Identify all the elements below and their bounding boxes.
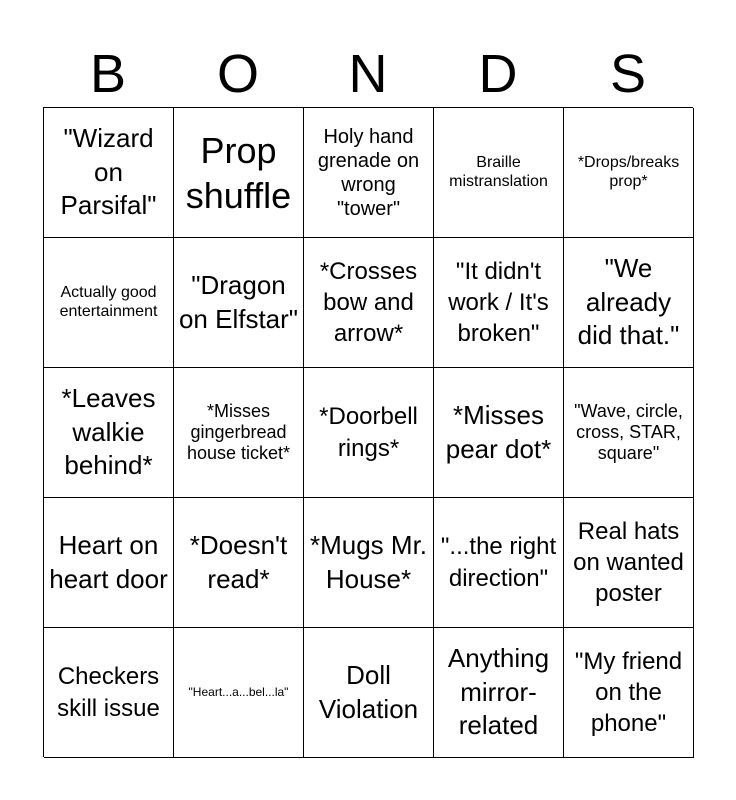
bingo-cell[interactable]: "Wave, circle, cross, STAR, square": [564, 368, 694, 498]
bingo-cell[interactable]: *Misses gingerbread house ticket*: [174, 368, 304, 498]
bingo-cell[interactable]: "It didn't work / It's broken": [434, 238, 564, 368]
bingo-cell[interactable]: "My friend on the phone": [564, 628, 694, 758]
bingo-cell[interactable]: Heart on heart door: [44, 498, 174, 628]
header-letter-d: D: [478, 44, 518, 104]
bingo-cell[interactable]: "Dragon on Elfstar": [174, 238, 304, 368]
bingo-cell[interactable]: "We already did that.": [564, 238, 694, 368]
header-letter-b: B: [89, 44, 127, 104]
header-letter-s: S: [609, 44, 647, 104]
bingo-cell[interactable]: *Leaves walkie behind*: [44, 368, 174, 498]
bingo-cell[interactable]: Prop shuffle: [174, 108, 304, 238]
bingo-cell[interactable]: "Heart...a...bel...la": [174, 628, 304, 758]
bingo-cell[interactable]: *Mugs Mr. House*: [304, 498, 434, 628]
bingo-cell[interactable]: Holy hand grenade on wrong "tower": [304, 108, 434, 238]
bingo-cell[interactable]: *Drops/breaks prop*: [564, 108, 694, 238]
bingo-cell[interactable]: Braille mistranslation: [434, 108, 564, 238]
bingo-header: [43, 40, 693, 108]
bingo-cell[interactable]: Doll Violation: [304, 628, 434, 758]
bingo-cell[interactable]: "Wizard on Parsifal": [44, 108, 174, 238]
header-letter-n: N: [348, 44, 388, 104]
bingo-cell[interactable]: "...the right direction": [434, 498, 564, 628]
bingo-cell[interactable]: *Crosses bow and arrow*: [304, 238, 434, 368]
bingo-cell[interactable]: *Doesn't read*: [174, 498, 304, 628]
bingo-cell[interactable]: Checkers skill issue: [44, 628, 174, 758]
bingo-cell[interactable]: *Doorbell rings*: [304, 368, 434, 498]
bingo-cell[interactable]: *Misses pear dot*: [434, 368, 564, 498]
bingo-cell[interactable]: Actually good entertainment: [44, 238, 174, 368]
header-letter-o: O: [216, 44, 259, 104]
bingo-cell[interactable]: Real hats on wanted poster: [564, 498, 694, 628]
bingo-cell[interactable]: Anything mirror-related: [434, 628, 564, 758]
bingo-grid: [43, 107, 693, 757]
